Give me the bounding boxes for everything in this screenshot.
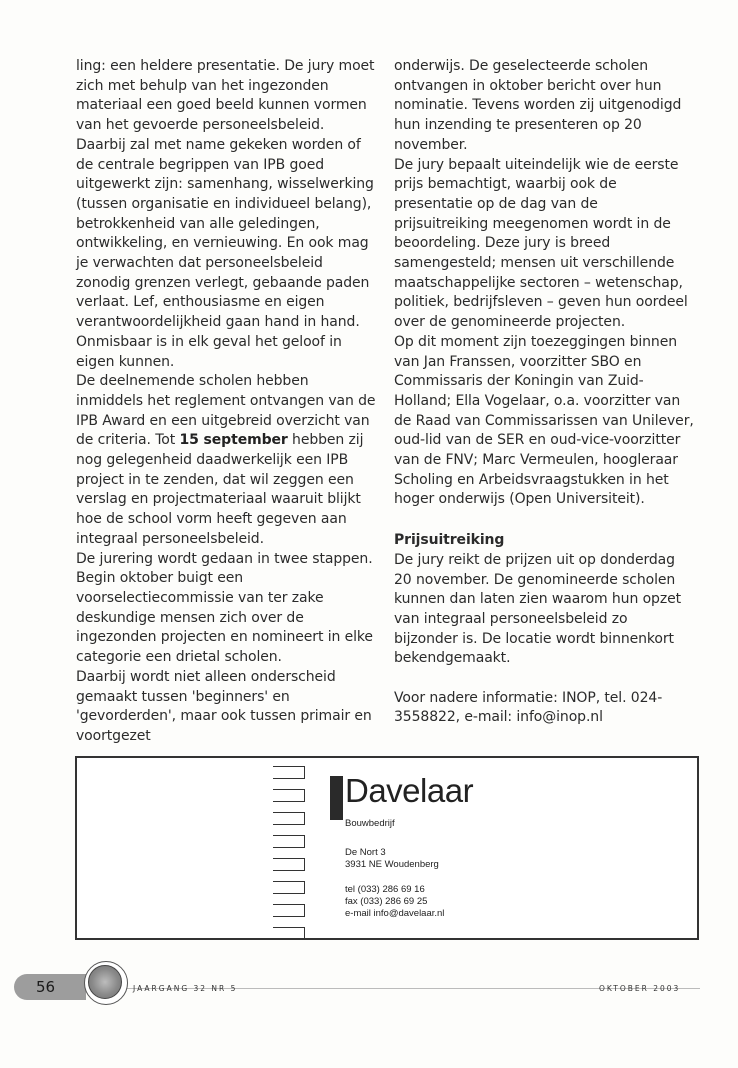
davelaar-advertisement	[75, 756, 699, 940]
right-paragraph-1: onderwijs. De geselecteerde scholen ontvangen in oktober bericht over hun nominatie. Tevens worden zij uitgenodigd hun inzending te presenteren op 20 november.	[394, 58, 682, 153]
address-line-1: De Nort 3	[345, 847, 386, 858]
tel-line: tel (033) 286 69 16	[345, 884, 425, 895]
section-heading-prijsuitreiking: Prijsuitreiking	[394, 532, 505, 549]
right-paragraph-3: Op dit moment zijn toezeggingen binnen van Jan Franssen, voorzitter SBO en Commissaris der Koningin van Zuid-Holland; Ella Vogelaar, o.a. voorzitter van de Raad van Commissarissen van Unilever, oud-lid van de SER en oud-vice-voorzitter van de FNV; Marc Vermeulen, hoogleraar Scholing en Arbeidsvraagstukken in het hoger onderwijs (Open Universiteit).	[394, 333, 694, 508]
page-number: 56	[36, 978, 56, 996]
logo-block-icon	[330, 776, 343, 820]
seal-emblem-icon	[88, 965, 122, 999]
left-paragraph-4: Daarbij wordt niet alleen onderscheid gemaakt tussen 'beginners' en 'gevorderden', maar ook tussen primair en voortgezet	[76, 668, 372, 744]
address-line-2: 3931 NE Woudenberg	[345, 859, 439, 870]
contact-info: Voor nadere informatie: INOP, tel. 024-3558822, e-mail: info@inop.nl	[394, 689, 663, 726]
footer-date: OKTOBER 2003	[599, 984, 681, 993]
deadline-date: 15 september	[179, 432, 288, 449]
right-column	[394, 57, 694, 728]
left-paragraph-1: ling: een heldere presentatie. De jury moet zich met behulp van het ingezonden materiaal een goed beeld kunnen vormen van het gevoerde personeelsbeleid. Daarbij zal met name gekeken worden of de centrale begrippen van IPB goed uitgewerkt zijn: samenhang, wisselwerking (tussen organisatie en individueel belang), betrokkenheid van alle geledingen, ontwikkeling, en vernieuwing. En ook mag je verwachten dat personeelsbeleid zonodig grenzen verlegt, gebaande paden verlaat. Lef, enthousiasme en eigen verantwoordelijkheid gaan hand in hand. Onmisbaar is in elk geval het geloof in eigen kunnen.	[76, 58, 375, 370]
right-paragraph-4: De jury reikt de prijzen uit op donderdag 20 november. De genomineerde scholen kunnen dan laten zien waarom hun opzet van integraal personeelsbeleid zo bijzonder is. De locatie wordt binnenkort bekendgemaakt.	[394, 551, 681, 667]
fax-line: fax (033) 286 69 25	[345, 896, 428, 907]
left-paragraph-3: De jurering wordt gedaan in twee stappen. Begin oktober buigt een voorselectiecommissie van ter zake deskundige mensen zich over de ingezonden projecten en nomineert in elke categorie een drietal scholen.	[76, 550, 373, 666]
left-paragraph-2: De deelnemende scholen hebben inmiddels het reglement ontvangen van de IPB Award en een uitgebreid overzicht van de criteria. Tot 15 september hebben zij nog gelegenheid daadwerkelijk een IPB project in te zenden, dat wil zeggen een verslag en projectmateriaal waaruit blijkt hoe de school vorm heeft gegeven aan integraal personeelsbeleid.	[76, 373, 376, 547]
footer-volume: JAARGANG 32 NR 5	[133, 984, 238, 993]
email-line: e-mail info@davelaar.nl	[345, 908, 445, 919]
brand-subtitle: Bouwbedrijf	[345, 818, 395, 829]
left-column	[76, 57, 376, 747]
logo-bars-graphic	[273, 766, 309, 942]
brand-name: Davelaar	[345, 772, 474, 809]
right-paragraph-2: De jury bepaalt uiteindelijk wie de eerste prijs bemachtigt, waarbij ook de presentatie op de dag van de prijsuitreiking meegenomen wordt in de beoordeling. Deze jury is breed samengesteld; mensen uit verschillende maatschappelijke sectoren – wetenschap, politiek, bedrijfsleven – geven hun oordeel over de genomineerde projecten.	[394, 156, 688, 331]
